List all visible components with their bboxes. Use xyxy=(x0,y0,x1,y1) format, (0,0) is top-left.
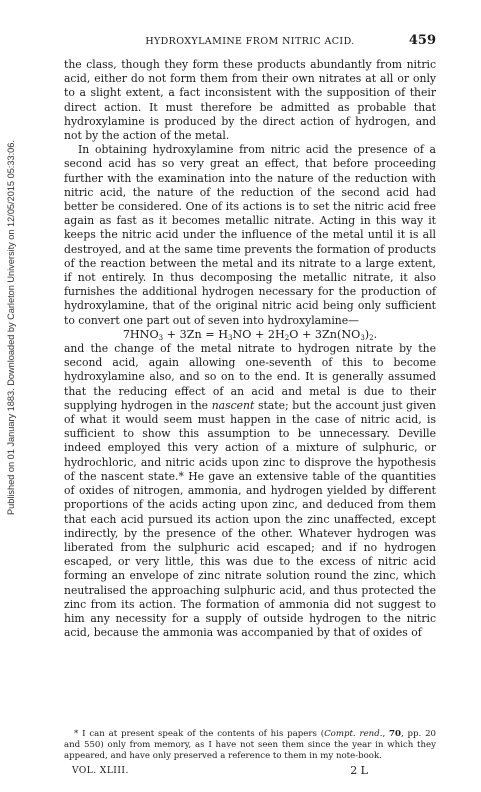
download-watermark-text: Published on 01 January 1883. Downloaded by Carleton University on 12/05/2015 05:33:06. xyxy=(6,140,16,515)
equation-rhs-1: NO + 2H xyxy=(232,327,285,341)
footnote-volume: 70 xyxy=(389,729,401,739)
equation-rhs-3: ) xyxy=(364,327,370,341)
equation-rhs-2: O + 3Zn(NO xyxy=(289,327,361,341)
running-header xyxy=(64,33,436,52)
volume-label: VOL. XLIII. xyxy=(72,766,129,776)
download-watermark xyxy=(4,95,18,515)
footnote-part-1: * I can at present speak of the contents of his papers ( xyxy=(74,729,325,739)
footnote-part-3: , pp. 20 and 550) only from memory, as I have not seen them since the year in which they appeared, and have only preserved a reference to them in my note-book. xyxy=(64,729,437,761)
signature-mark: 2 L xyxy=(350,764,368,777)
equation-lhs-1: 7HNO xyxy=(122,327,159,341)
paragraph-1: the class, though they form these products abundantly from nitric acid, either do not form them from their own nitrates at all or only to a slight extent, a fact inconsistent with the supposition of their direct action. It must therefore be admitted as probable that hydroxylamine is produced by the direct action of hydrogen, and not by the action of the metal. xyxy=(64,58,436,143)
nascent-italic: nascent xyxy=(211,398,255,412)
running-title: HYDROXYLAMINE FROM NITRIC ACID. xyxy=(145,36,355,47)
paragraph-3 xyxy=(64,342,436,640)
paragraph-2: In obtaining hydroxylamine from nitric acid the presence of a second acid has so very great an effect, that before proceeding further with the examination into the nature of the reduction with nitric acid, the nature of the reduction of the second acid had better be considered. One of its actions is to set the nitric acid free again as fast as it becomes metallic nitrate. Acting in this way it keeps the nitric acid under the influence of the metal until it is all destroyed, and at the same time prevents the formation of products of the reaction between the metal and its nitrate to a large extent, if not entirely. In thus decomposing the metallic nitrate, it also furnishes the additional hydrogen necessary for the production of hydroxylamine, that of the original nitric acid being only sufficient to convert one part out of seven into hydroxylamine— xyxy=(64,143,436,327)
equation-lhs-2: + 3Zn = H xyxy=(163,327,228,341)
footnote xyxy=(64,729,436,762)
equation-sub: 2 xyxy=(369,333,374,342)
equation-tail: . xyxy=(373,327,378,341)
equation-sub: 2 xyxy=(284,333,290,342)
chemical-equation xyxy=(64,328,436,342)
footnote-part-2: , xyxy=(382,729,390,739)
equation-sub: 3 xyxy=(158,333,164,342)
equation-sub: 3 xyxy=(360,333,365,342)
article-body xyxy=(64,58,436,640)
page-number: 459 xyxy=(408,33,436,48)
paragraph-3-part-2: state; but the account just given of what it would seem must happen in the case of nitric acid, is sufficient to show this assumption to be unnecessary. Deville indeed employed this very action of a mixture of sulphuric, or hydrochloric, and nitric acids upon zinc to disprove the hypothesis of the nascent state.* He gave an extensive table of the quantities of oxides of nitrogen, ammonia, and hydrogen yielded by different proportions of the acids acting upon zinc, and deduced from them that each acid pursued its action upon the zinc unaffected, except indirectly, by the presence of the other. Whatever hydrogen was liberated from the sulphuric acid escaped; and if no hydrogen escaped, or very little, this was due to the excess of nitric acid forming an envelope of zinc nitrate solution round the zinc, which neutralised the approaching sulphuric acid, and thus protected the zinc from its action. The formation of ammonia did not suggest to him any necessity for a supply of outside hydrogen to the nitric acid, because the ammonia was accompanied by that of oxides of xyxy=(64,398,436,640)
paragraph-3-part-1: and the change of the metal nitrate to hydrogen nitrate by the second acid, again allowing one-seventh of this to become hydroxylamine also, and so on to the end. It is generally assumed that the reducing effect of an acid and metal is due to their supplying hydrogen in the xyxy=(64,342,436,412)
equation-sub: 3 xyxy=(227,333,233,342)
footnote-journal: Compt. rend. xyxy=(324,729,383,739)
